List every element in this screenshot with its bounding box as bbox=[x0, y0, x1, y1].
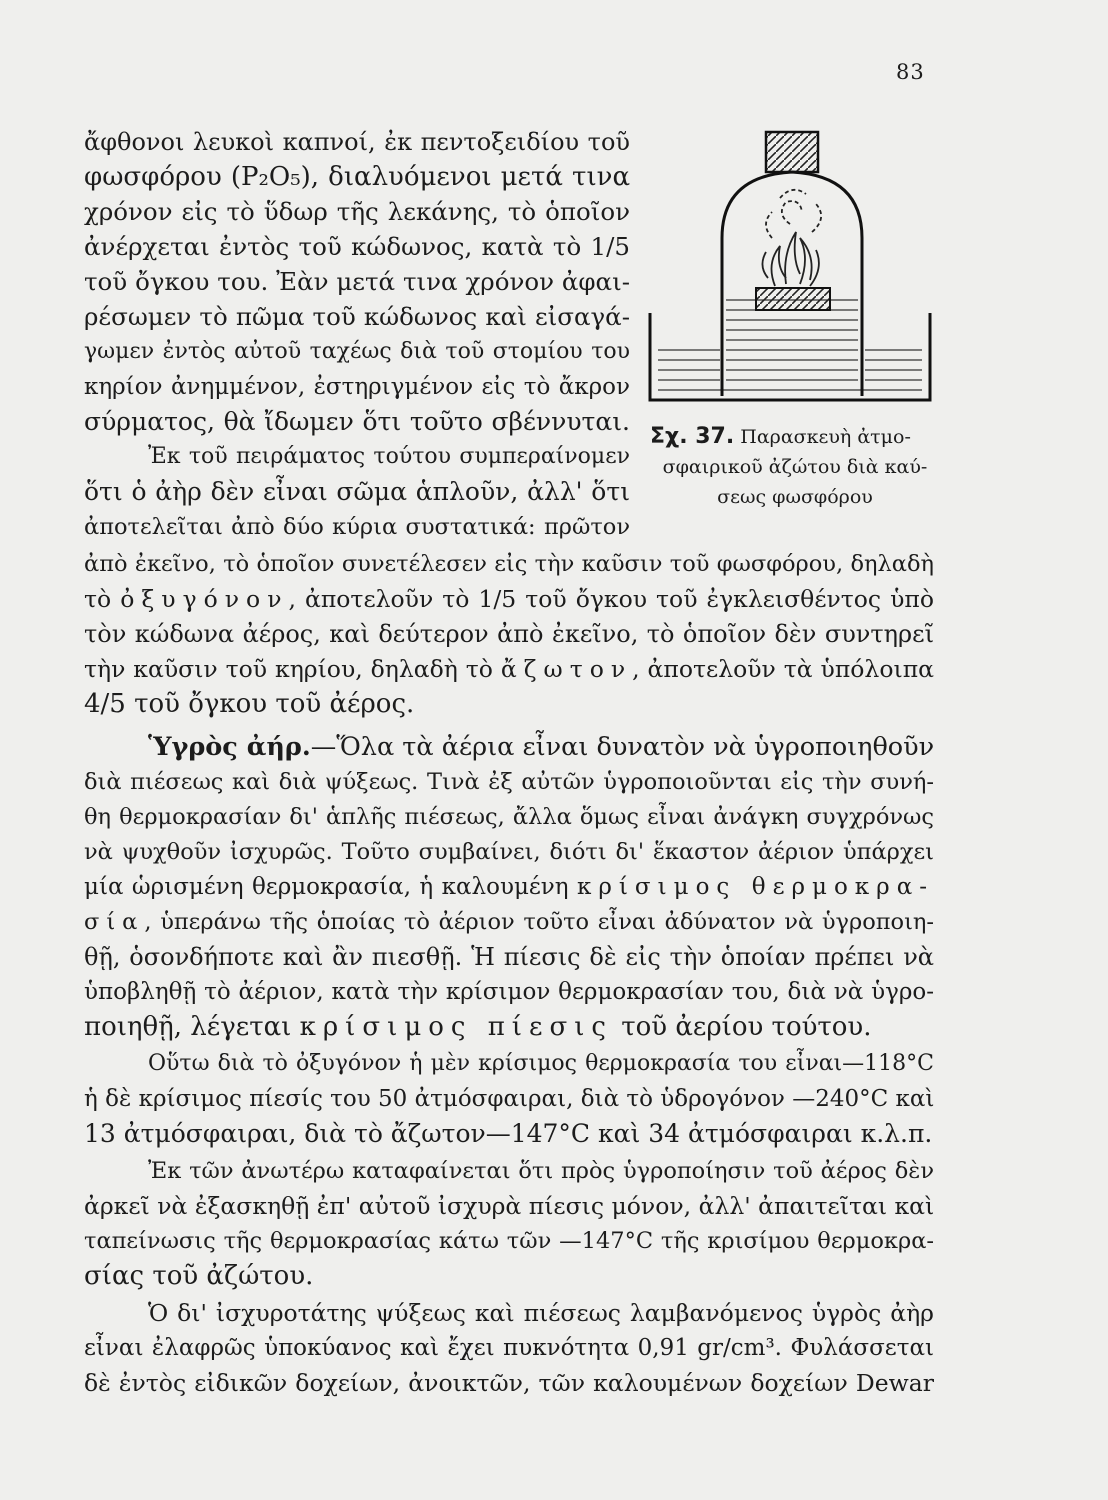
text-line: σύρματος, θὰ ἴδωμεν ὅτι τοῦτο σβέννυται. bbox=[84, 407, 630, 436]
text-line: εἶναι ἐλαφρῶς ὑποκύανος καὶ ἔχει πυκνότητα 0,91 gr/cm³. Φυλάσσεται bbox=[84, 1335, 934, 1361]
text-line: σίας τοῦ ἀζώτου. bbox=[84, 1261, 314, 1291]
text-line: ὅτι ὁ ἀὴρ δὲν εἶναι σῶμα ἁπλοῦν, ἀλλ' ὅτι bbox=[84, 477, 630, 506]
spaced-term-critical-temperature: κρίσιμος θερμοκρα- bbox=[577, 874, 935, 900]
text-line: Ἐκ τῶν ἀνωτέρω καταφαίνεται ὅτι πρὸς ὑγροποίησιν τοῦ ἀέρος δὲν bbox=[148, 1158, 934, 1184]
text-line: φωσφόρου (P₂O₅), διαλυόμενοι μετά τινα bbox=[84, 162, 630, 192]
text-line: Ἐκ τοῦ πειράματος τούτου συμπεραίνομεν bbox=[148, 444, 630, 469]
text-run: μία ὡρισμένη θερμοκρασία, ἡ καλουμένη bbox=[84, 874, 569, 900]
text-line: τὸν κώδωνα ἀέρος, καὶ δεύτερον ἀπὸ ἐκεῖνο, τὸ ὁποῖον δὲν συντηρεῖ bbox=[84, 620, 934, 648]
text-line: 13 ἀτμόσφαιραι, διὰ τὸ ἄζωτον—147°C καὶ 34 ἀτμόσφαιραι κ.λ.π. bbox=[84, 1119, 933, 1148]
spaced-term-oxygen: ὀξυγόνον bbox=[120, 585, 289, 613]
caption-line: σφαιρικοῦ ἀζώτου διὰ καύ- bbox=[662, 456, 928, 478]
text-line bbox=[84, 1010, 934, 1044]
text-line: Οὕτω διὰ τὸ ὀξυγόνον ἡ μὲν κρίσιμος θερμοκρασία του εἶναι—118°C bbox=[148, 1051, 934, 1076]
text-run: , ἀποτελοῦν τὸ 1/5 τοῦ ὄγκου τοῦ ἐγκλεισθέντος ὑπὸ bbox=[288, 585, 934, 613]
text-line: ἄφθονοι λευκοὶ καπνοί, ἐκ πεντοξειδίου τοῦ bbox=[84, 128, 630, 156]
text-line: ὑποβληθῇ τὸ ἀέριον, κατὰ τὴν κρίσιμον θερμοκρασίαν του, διὰ νὰ ὑγρο- bbox=[84, 979, 934, 1005]
text-line: 4/5 τοῦ ὄγκου τοῦ ἀέρος. bbox=[84, 689, 415, 719]
text-line: ρέσωμεν τὸ πῶμα τοῦ κώδωνος καὶ εἰσαγά- bbox=[84, 302, 630, 331]
text-line: χρόνον εἰς τὸ ὕδωρ τῆς λεκάνης, τὸ ὁποῖον bbox=[84, 197, 630, 226]
text-run: τὴν καῦσιν τοῦ κηρίου, δηλαδὴ τὸ bbox=[84, 655, 493, 683]
text-line: ἡ δὲ κρίσιμος πίεσίς του 50 ἀτμόσφαιραι, διὰ τὸ ὑδρογόνον —240°C καὶ bbox=[84, 1086, 935, 1112]
page-number: 83 bbox=[896, 60, 925, 84]
text-line: ταπείνωσις τῆς θερμοκρασίας κάτω τῶν —147°C τῆς κρισίμου θερμοκρα- bbox=[84, 1228, 934, 1254]
text-line bbox=[84, 870, 934, 904]
text-line: ἀνέρχεται ἐντὸς τοῦ κώδωνος, κατὰ τὸ 1/5 bbox=[84, 232, 630, 261]
spaced-term-nitrogen: ἄζωτον bbox=[500, 655, 633, 683]
text-run: τὸ bbox=[84, 585, 112, 613]
text-line: ἀρκεῖ νὰ ἐξασκηθῇ ἐπ' αὐτοῦ ἰσχυρὰ πίεσις μόνον, ἀλλ' ἀπαιτεῖται καὶ bbox=[84, 1192, 935, 1220]
text-run: , ἀποτελοῦν τὰ ὑπόλοιπα bbox=[632, 655, 935, 683]
spaced-term-critical-temperature-end: σία bbox=[84, 909, 145, 935]
text-run: ποιηθῇ, λέγεται bbox=[84, 1012, 292, 1042]
text-line: ἀποτελεῖται ἀπὸ δύο κύρια συστατικά: πρῶτον bbox=[84, 514, 630, 540]
text-line bbox=[84, 582, 934, 616]
text-line: θη θερμοκρασίαν δι' ἁπλῆς πιέσεως, ἄλλα ὅμως εἶναι ἀνάγκη συγχρόνως bbox=[84, 804, 934, 830]
text-line bbox=[84, 905, 934, 939]
text-line: κηρίον ἀνημμένον, ἐστηριγμένον εἰς τὸ ἄκρον bbox=[84, 374, 630, 400]
figure-number: Σχ. 37. bbox=[650, 424, 735, 449]
text-line bbox=[148, 730, 934, 764]
text-line: τοῦ ὄγκου του. Ἐὰν μετά τινα χρόνον ἀφαι- bbox=[84, 267, 630, 296]
text-line: δὲ ἐντὸς εἰδικῶν δοχείων, ἀνοικτῶν, τῶν καλουμένων δοχείων Dewar bbox=[84, 1369, 934, 1397]
text-line: διὰ πιέσεως καὶ διὰ ψύξεως. Τινὰ ἐξ αὐτῶν ὑγροποιοῦνται εἰς τὴν συνή- bbox=[84, 769, 934, 795]
text-line: Ὁ δι' ἰσχυροτάτης ψύξεως καὶ πιέσεως λαμβανόμενος ὑγρὸς ἀὴρ bbox=[148, 1299, 934, 1327]
text-run: , ὑπεράνω τῆς ὁποίας τὸ ἀέριον τοῦτο εἶναι ἀδύνατον νὰ ὑγροποιη- bbox=[144, 909, 934, 935]
text-run: τοῦ ἀερίου τούτου. bbox=[621, 1012, 872, 1042]
text-run: —Ὅλα τὰ ἀέρια εἶναι δυνατὸν νὰ ὑγροποιηθοῦν bbox=[310, 732, 935, 762]
caption-line: σεως φωσφόρου bbox=[717, 486, 873, 508]
text-line: γωμεν ἐντὸς αὐτοῦ ταχέως διὰ τοῦ στομίου του bbox=[84, 339, 630, 364]
text-line bbox=[84, 652, 934, 686]
text-line: ἀπὸ ἐκεῖνο, τὸ ὁποῖον συνετέλεσεν εἰς τὴν καῦσιν τοῦ φωσφόρου, δηλαδὴ bbox=[84, 551, 934, 577]
text-line: νὰ ψυχθοῦν ἰσχυρῶς. Τοῦτο συμβαίνει, διότι δι' ἕκαστον ἀέριον ὑπάρχει bbox=[84, 839, 934, 865]
section-heading: Ὑγρὸς ἀήρ. bbox=[148, 732, 311, 762]
text-line: θῇ, ὁσονδήποτε καὶ ἂν πιεσθῇ. Ἡ πίεσις δὲ εἰς τὴν ὁποίαν πρέπει νὰ bbox=[84, 943, 934, 971]
caption-line: Παρασκευὴ ἀτμο- bbox=[740, 426, 911, 448]
spaced-term-critical-pressure: κρίσιμος πίεσις bbox=[299, 1012, 613, 1042]
